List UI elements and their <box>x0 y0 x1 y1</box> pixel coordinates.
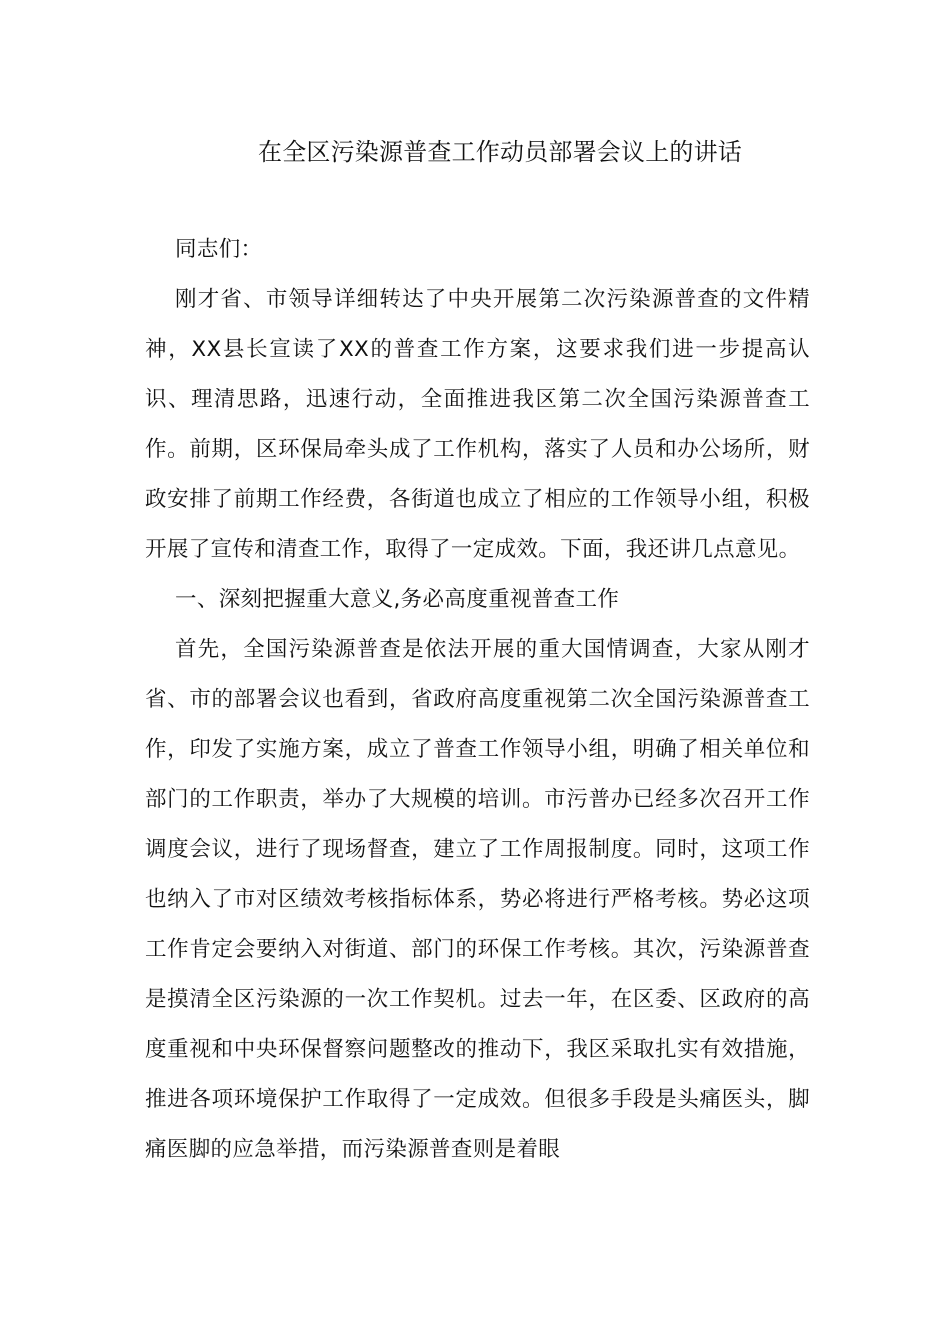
paragraph-section-1: 首先，全国污染源普查是依法开展的重大国情调查，大家从刚才省、市的部署会议也看到，省政府高度重视第二次全国污染源普查工作，印发了实施方案，成立了普查工作领导小组，明确了相关单位和部门的工作职责，举办了大规模的培训。市污普办已经多次召开工作调度会议，进行了现场督查，建立了工作周报制度。同时，这项工作也纳入了市对区绩效考核指标体系，势必将进行严格考核。势必这项工作肯定会要纳入对街道、部门的环保工作考核。其次，污染源普查是摸清全区污染源的一次工作契机。过去一年，在区委、区政府的高度重视和中央环保督察问题整改的推动下，我区采取扎实有效措施，推进各项环境保护工作取得了一定成效。但很多手段是头痛医头，脚痛医脚的应急举措，而污染源普查则是着眼 <box>145 637 810 1162</box>
paragraph-intro: 刚才省、市领导详细转达了中央开展第二次污染源普查的文件精神，XX县长宣读了XX的普查工作方案，这要求我们进一步提高认识、理清思路，迅速行动，全面推进我区第二次全国污染源普查工作。前期，区环保局牵头成了工作机构，落实了人员和办公场所，财政安排了前期工作经费，各街道也成立了相应的工作领导小组，积极开展了宣传和清查工作，取得了一定成效。下面，我还讲几点意见。 <box>145 287 810 562</box>
document-title: 在全区污染源普查工作动员部署会议上的讲话 <box>258 138 742 166</box>
salutation: 同志们： <box>175 237 263 262</box>
section-heading-1: 一、深刻把握重大意义,务必高度重视普查工作 <box>175 587 620 612</box>
document-body <box>145 225 810 1175</box>
